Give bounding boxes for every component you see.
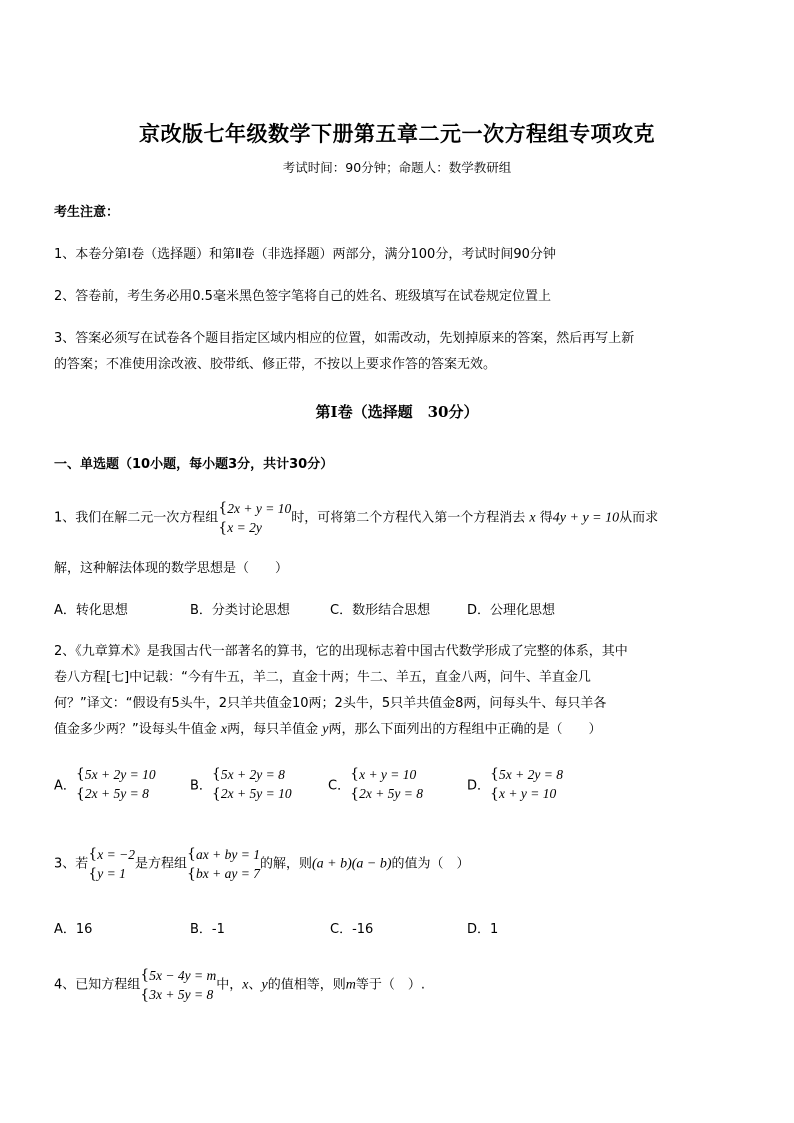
option-system <box>350 765 423 803</box>
q3-option-d: D．1 <box>467 922 499 937</box>
brace-icon: { { <box>187 846 196 882</box>
part-heading: 一、单选题（10小题，每小题3分，共计30分） <box>54 457 334 472</box>
option-system <box>490 765 563 803</box>
q3-mid: 是方程组 <box>135 856 188 872</box>
equation: x = 2y <box>227 520 262 535</box>
equation: 2x + 5y = 8 <box>84 786 149 801</box>
page-title: 京改版七年级数学下册第五章二元一次方程组专项攻克 <box>139 121 655 146</box>
q3-solution <box>88 845 135 883</box>
q2-line4 <box>54 718 602 738</box>
q2-option-a <box>54 765 156 803</box>
equation: bx + ay = 7 <box>196 866 260 881</box>
notice-item: 的答案；不准使用涂改液、胶带纸、修正带，不按以上要求作答的答案无效。 <box>54 357 497 372</box>
q2-line: 2、《九章算术》是我国古代一部著名的算书，它的出现标志着中国古代数学形成了完整的体系，其中 <box>54 644 628 659</box>
notice-item: 1、本卷分第Ⅰ卷（选择题）和第Ⅱ卷（非选择题）两部分，满分100分，考试时间90分钟 <box>54 247 556 262</box>
brace-icon: { { <box>350 766 359 802</box>
equation: 3x + 5y = 8 <box>149 987 214 1002</box>
q3-expr: (a + b)(a − b) <box>312 856 392 872</box>
var-m: m <box>345 977 356 993</box>
option-label: C． <box>328 778 351 794</box>
notice-item: 2、答卷前，考生务必用0.5毫米黑色签字笔将自己的姓名、班级填写在试卷规定位置上 <box>54 289 551 304</box>
q2-option-b <box>190 765 292 803</box>
q1-system <box>218 499 291 537</box>
brace-icon: { { <box>218 500 228 536</box>
q4-system <box>140 966 216 1004</box>
brace-icon: { { <box>490 766 499 802</box>
section-title: 第Ⅰ卷（选择题 30分） <box>315 403 479 421</box>
q2-line: 卷八方程[七]中记载：“今有牛五，羊二，直金十两；牛二、羊五，直金八两，问牛、羊直金几 <box>54 670 591 685</box>
q4-prefix: 4、已知方程组 <box>54 977 141 993</box>
equation: x + y = 10 <box>359 767 417 782</box>
option-label: A． <box>54 778 76 794</box>
equation: 5x + 2y = 10 <box>84 767 156 782</box>
equation: 5x − 4y = m <box>149 968 217 983</box>
notice-heading: 考生注意： <box>54 205 120 220</box>
q4-tail: 等于（ ）. <box>355 977 425 993</box>
equation: 5x + 2y = 8 <box>220 767 285 782</box>
equation: y = 1 <box>97 866 126 881</box>
question-4 <box>54 966 425 1004</box>
brace-icon: { { <box>75 766 85 802</box>
var-x: x <box>220 722 228 737</box>
equation: 2x + y = 10 <box>227 501 292 516</box>
option-system <box>76 765 156 803</box>
q2-text: 值金多少两？”设每头牛值金 <box>54 722 217 737</box>
q1-option-b: B．分类讨论思想 <box>190 603 290 618</box>
q2-option-c <box>328 765 423 803</box>
equation: x + y = 10 <box>499 786 557 801</box>
q4-mid: 中， <box>216 977 243 993</box>
q2-text: 两，每只羊值金 <box>227 722 319 737</box>
q1-option-a: A．转化思想 <box>54 603 128 618</box>
q1-mid: 时，可将第二个方程代入第一个方程消去 <box>291 510 526 526</box>
option-label: D． <box>467 778 491 794</box>
equation: 2x + 5y = 8 <box>359 786 424 801</box>
option-label: B． <box>190 778 212 794</box>
q1-line2: 解，这种解法体现的数学思想是（ ） <box>54 561 289 576</box>
q4-sep: 、 <box>248 977 262 993</box>
q3-prefix: 3、若 <box>54 856 89 872</box>
brace-icon: { { <box>211 766 221 802</box>
notice-item: 3、答案必须写在试卷各个题目指定区域内相应的位置，如需改动，先划掉原来的答案，然后再写上新 <box>54 331 635 346</box>
brace-icon: { { <box>140 967 150 1003</box>
q1-option-d: D．公理化思想 <box>467 603 556 618</box>
equation: ax + by = 1 <box>196 847 260 862</box>
q1-var: x <box>529 510 536 526</box>
q2-option-d <box>467 765 563 803</box>
option-system <box>212 765 292 803</box>
q2-text: 两，那么下面列出的方程组中正确的是（ ） <box>328 722 602 737</box>
question-1 <box>54 499 658 537</box>
q1-expr: 4y + y = 10 <box>552 510 620 526</box>
question-3 <box>54 845 470 883</box>
q2-line: 何？”译文：“假设有5头牛，2只羊共值金10两；2头牛，5只羊共值金8两，问每头牛、每只羊各 <box>54 696 607 711</box>
q1-option-c: C．数形结合思想 <box>330 603 431 618</box>
var-x: x <box>242 977 249 993</box>
exam-info: 考试时间：90分钟；命题人：数学教研组 <box>282 160 512 175</box>
q1-tail: 从而求 <box>619 510 659 526</box>
q1-de: 得 <box>539 510 553 526</box>
var-y: y <box>322 722 329 737</box>
equation: 2x + 5y = 10 <box>220 786 292 801</box>
q4-mid2: 的值相等，则 <box>267 977 346 993</box>
var-y: y <box>261 977 268 993</box>
q3-mid2: 的解，则 <box>259 856 312 872</box>
equation: x = −2 <box>97 847 135 862</box>
q3-option-b: B．-1 <box>190 922 225 937</box>
q3-option-c: C．-16 <box>330 922 374 937</box>
q1-prefix: 1、我们在解二元一次方程组 <box>54 510 219 526</box>
q3-tail: 的值为（ ） <box>391 856 470 872</box>
equation: 5x + 2y = 8 <box>499 767 563 782</box>
brace-icon: { { <box>88 846 98 882</box>
q3-option-a: A．16 <box>54 922 93 937</box>
q3-system <box>187 845 260 883</box>
